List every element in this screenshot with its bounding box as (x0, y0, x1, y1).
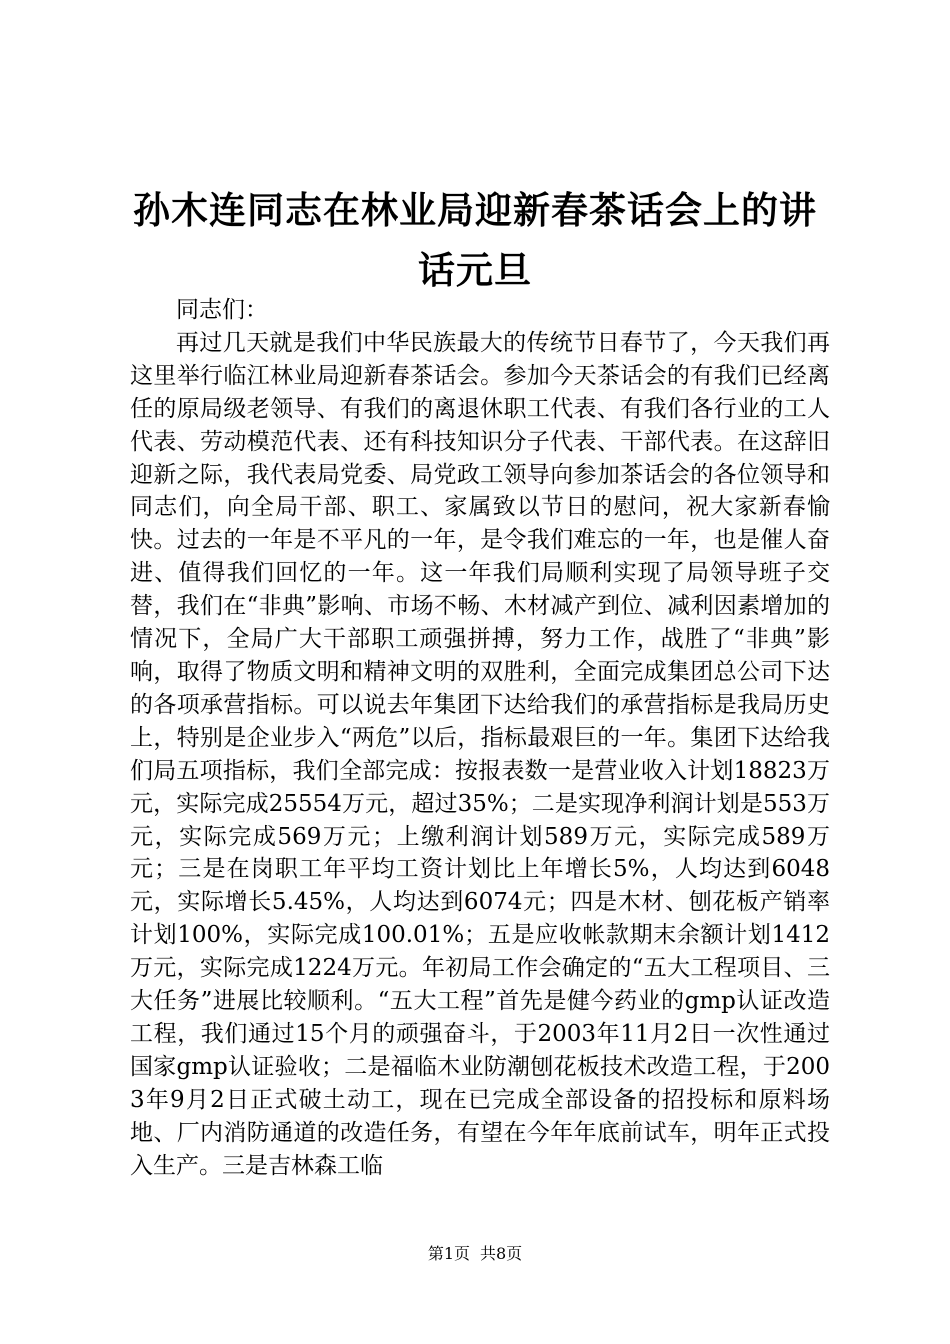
document-title: 孙木连同志在林业局迎新春茶话会上的讲话元旦 (133, 188, 817, 292)
body-paragraph: 再过几天就是我们中华民族最大的传统节日春节了，今天我们再这里举行临江林业局迎新春茶话会。参加今天茶话会的有我们已经离任的原局级老领导、有我们的离退休职工代表、有我们各行业的工人代表、劳动模范代表、还有科技知识分子代表、干部代表。在这辞旧迎新之际，我代表局党委、局党政工领导向参加茶话会的各位领导和同志们，向全局干部、职工、家属致以节日的慰问，祝大家新春愉快。过去的一年是不平凡的一年，是令我们难忘的一年，也是催人奋进、值得我们回忆的一年。这一年我们局顺利实现了局领导班子交替，我们在“非典”影响、市场不畅、木材减产到位、减利因素增加的情况下，全局广大干部职工顽强拼搏，努力工作，战胜了“非典”影响，取得了物质文明和精神文明的双胜利，全面完成集团总公司下达的各项承营指标。可以说去年集团下达给我们的承营指标是我局历史上，特别是企业步入“两危”以后，指标最艰巨的一年。集团下达给我们局五项指标，我们全部完成：按报表数一是营业收入计划18823万元，实际完成25554万元，超过35%；二是实现净利润计划是553万元，实际完成569万元；上缴利润计划589万元，实际完成589万元；三是在岗职工年平均工资计划比上年增长5%，人均达到6048元，实际增长5.45%，人均达到6074元；四是木材、刨花板产销率计划100%，实际完成100.01%；五是应收帐款期末余额计划1412万元，实际完成1224万元。年初局工作会确定的“五大工程项目、三大任务”进展比较顺利。“五大工程”首先是健今药业的gmp认证改造工程，我们通过15个月的顽强奋斗，于2003年11月2日一次性通过国家gmp认证验收；二是福临木业防潮刨花板技术改造工程，于2003年9月2日正式破土动工，现在已完成全部设备的招投标和原料场地、厂内消防通道的改造任务，有望在今年年底前试车，明年正式投入生产。三是吉林森工临 (130, 329, 830, 1179)
page-footer (0, 1244, 950, 1264)
document-body (130, 294, 830, 1182)
page-number: 第1页 (427, 1244, 470, 1263)
salutation: 同志们： (176, 297, 268, 323)
page-total: 共8页 (480, 1244, 523, 1263)
